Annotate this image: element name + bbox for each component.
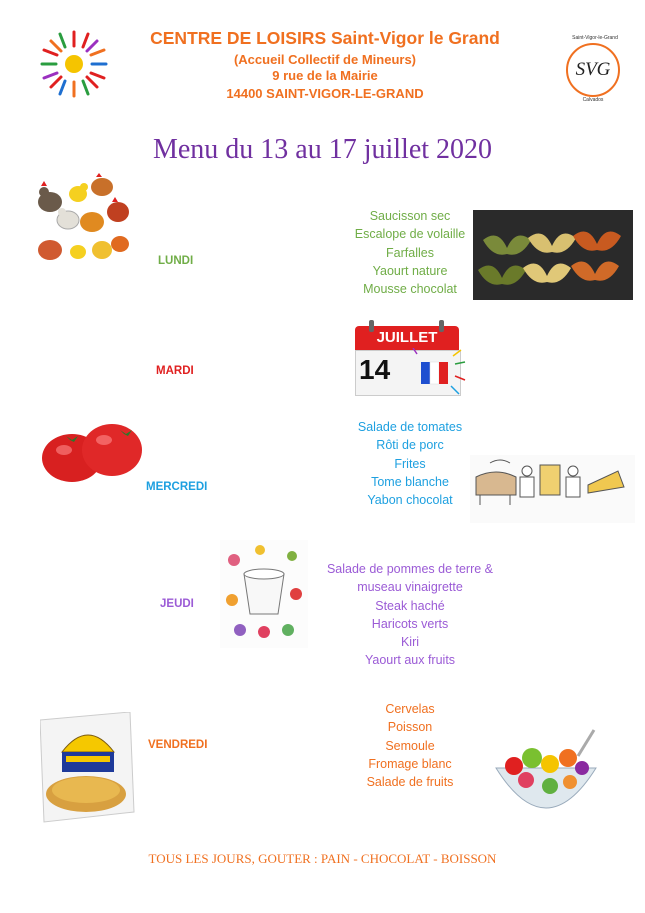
children-circle-logo-icon [40,30,108,98]
couscous-icon [40,712,135,824]
menu-item: Poisson [387,720,433,735]
menu-item: Yaourt nature [372,263,448,278]
menu-title: Menu du 13 au 17 juillet 2020 [152,134,493,165]
town-logo [566,35,620,103]
menu-item: Escalope de volaille [354,227,466,242]
menu-list-mercredi [330,418,490,509]
calendar-july-14 [355,320,467,402]
menu-item: Haricots verts [371,616,449,631]
menu-item: Salade de pommes de terre & [326,562,494,576]
town-logo-ring-text: Saint-Vigor-le-Grand [572,35,618,41]
farfalle-pasta-icon [473,210,633,300]
calendar-month: JUILLET [376,329,438,346]
menu-list-lundi [330,207,490,298]
menu-item: Saucisson sec [369,209,451,223]
chickens-icon [30,172,135,272]
menu-item: Tome blanche [371,474,449,489]
center-street: 9 rue de la Mairie [272,68,378,83]
menu-list-jeudi [300,560,520,670]
menu-item: Frites [394,456,426,471]
menu-item: Salade de tomates [357,420,463,434]
menu-item: Farfalles [386,245,434,260]
menu-item: Yaourt aux fruits [364,653,456,668]
day-label-mercredi: MERCREDI [146,481,208,493]
french-flag-fireworks-icon [411,348,467,398]
menu-item: Fromage blanc [368,756,452,771]
menu-item: Kiri [400,635,420,650]
fruit-salad-bowl-icon [490,728,605,833]
menu-item: Mousse chocolat [363,282,457,297]
day-label-lundi: LUNDI [158,255,194,267]
menu-item: Steak haché [375,598,445,613]
yogurt-fruits-icon [220,540,308,648]
daily-snack-footer: TOUS LES JOURS, GOUTER : PAIN - CHOCOLAT - BOISSON [148,851,497,866]
tomatoes-icon [40,420,145,485]
menu-item: Semoule [385,738,435,753]
center-type: (Accueil Collectif de Mineurs) [233,52,417,67]
cow-to-cheese-icon [470,455,635,523]
menu-item: Salade de fruits [366,775,454,790]
town-logo-initials: SVG [575,59,611,80]
menu-item: Rôti de porc [376,438,444,453]
town-logo-sub-text: Calvados [582,97,604,103]
day-label-vendredi: VENDREDI [148,739,208,751]
menu-list-vendredi [330,700,490,791]
menu-item: Yabon chocolat [367,493,453,508]
center-city: 14400 SAINT-VIGOR-LE-GRAND [226,86,424,101]
center-name: CENTRE DE LOISIRS Saint-Vigor le Grand [150,28,500,48]
menu-item: museau vinaigrette [357,580,463,595]
menu-item: Cervelas [385,702,435,716]
day-label-mardi: MARDI [156,365,194,377]
day-label-jeudi: JEUDI [160,598,194,610]
calendar-day: 14 [359,354,391,385]
